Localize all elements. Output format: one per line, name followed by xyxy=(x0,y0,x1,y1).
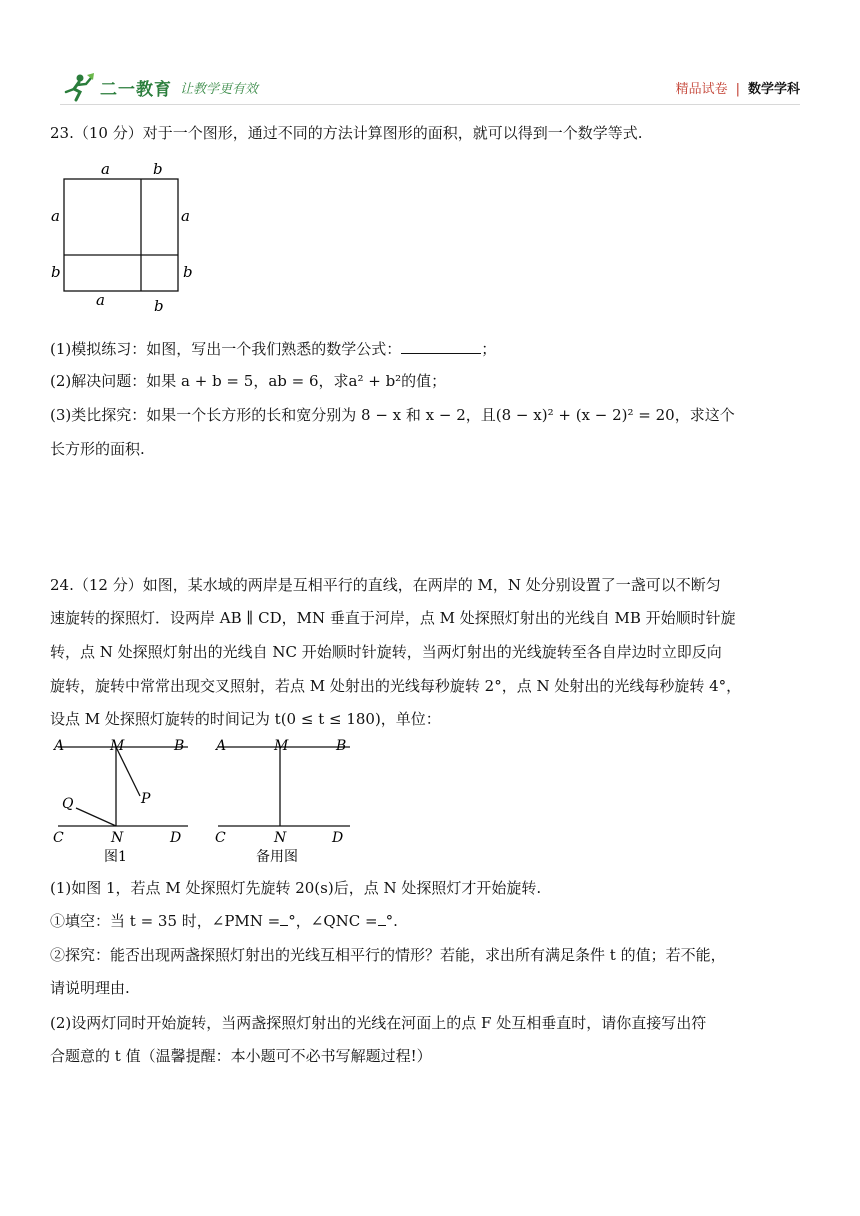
page-header xyxy=(60,70,800,104)
label-left-a: a xyxy=(51,207,60,225)
header-subject xyxy=(676,78,800,97)
q24-part1: (1)如图 1，若点 M 处探照灯先旋转 20(s)后，点 N 处探照灯才开始旋转. xyxy=(50,879,542,897)
q24-part1a-pre: ①填空：当 t = 35 时，∠PMN = xyxy=(50,912,281,930)
label-top-a: a xyxy=(101,160,110,178)
logo-brand: 二一教育 xyxy=(100,79,172,100)
logo-slogan: 让教学更有效 xyxy=(180,81,259,97)
fig2-label-M: M xyxy=(274,738,289,754)
angle-qnc-blank xyxy=(378,913,386,926)
fig1-label-Q: Q xyxy=(62,796,74,812)
q24-part2-line1: (2)设两灯同时开始旋转，当两盏探照灯射出的光线在河面上的点 F 处互相垂直时，请你直接写出符 xyxy=(50,1014,707,1032)
fig2-label-A: A xyxy=(216,738,227,754)
fig1-label-N: N xyxy=(111,830,124,846)
q24-line2: 速旋转的探照灯．设两岸 AB ∥ CD，MN 垂直于河岸，点 M 处探照灯射出的光线自 MB 开始顺时针旋 xyxy=(50,609,736,627)
q24-part2-line2: 合题意的 t 值（温馨提醒：本小题可不必书写解题过程!） xyxy=(50,1047,432,1065)
q23-part3-line2: 长方形的面积. xyxy=(50,440,145,458)
header-subject-label: 数学学科 xyxy=(747,82,800,97)
header-divider xyxy=(60,104,800,105)
q24-figure-1 xyxy=(48,736,198,868)
fig1-label-A: A xyxy=(54,738,65,754)
label-right-a: a xyxy=(181,207,190,225)
fig1-label-C: C xyxy=(53,830,64,846)
q24-line5: 设点 M 处探照灯旋转的时间记为 t(0 ≤ t ≤ 180)，单位： xyxy=(50,710,441,728)
label-bottom-b: b xyxy=(154,297,164,315)
fig2-label-C: C xyxy=(215,830,226,846)
label-left-b: b xyxy=(51,263,61,281)
fig1-label-D: D xyxy=(170,830,182,846)
q23-part1 xyxy=(50,338,810,360)
runner-logo-icon xyxy=(60,72,96,102)
q23-part2: (2)解决问题：如果 a + b = 5，ab = 6，求a² + b²的值； xyxy=(50,372,447,390)
label-bottom-a: a xyxy=(96,291,105,309)
q23-square-figure xyxy=(48,155,198,315)
fig1-label-P: P xyxy=(141,791,151,807)
label-top-b: b xyxy=(153,160,163,178)
header-separator: | xyxy=(735,82,740,97)
q24-part1a-mid: °，∠QNC = xyxy=(288,912,378,930)
header-exam-label: 精品试卷 xyxy=(675,82,728,97)
logo xyxy=(60,70,258,104)
q24-figure-backup xyxy=(210,736,360,868)
q24-line3: 转，点 N 处探照灯射出的光线自 NC 开始顺时针旋转，当两灯射出的光线旋转至各自岸边时立即反向 xyxy=(50,643,722,661)
q23-part1-end: ； xyxy=(481,340,497,358)
q24-line4: 旋转，旋转中常常出现交叉照射，若点 M 处射出的光线每秒旋转 2°，点 N 处射出的光线每秒旋转 4°， xyxy=(50,677,742,695)
fig2-label-N: N xyxy=(274,830,287,846)
q24-part1a-end: °. xyxy=(385,912,398,930)
q24-line1: 24.（12 分）如图，某水域的两岸是互相平行的直线，在两岸的 M，N 处分别设置了一盏可以不断匀 xyxy=(50,576,721,594)
fig1-caption: 图1 xyxy=(104,849,127,865)
fig2-label-D: D xyxy=(332,830,344,846)
q23-part3-line1: (3)类比探究：如果一个长方形的长和宽分别为 8 − x 和 x − 2，且(8 − x)² + (x − 2)² = 20，求这个 xyxy=(50,406,735,424)
fig1-label-M: M xyxy=(110,738,125,754)
fig1-label-B: B xyxy=(174,738,185,754)
q24-part1b-line2: 请说明理由. xyxy=(50,979,130,997)
fig2-caption: 备用图 xyxy=(256,849,298,865)
q24-part1b-line1: ②探究：能否出现两盏探照灯射出的光线互相平行的情形？若能，求出所有满足条件 t 的值；若不能， xyxy=(50,946,726,964)
q24-part1a xyxy=(50,910,810,932)
q23-title: 23.（10 分）对于一个图形，通过不同的方法计算图形的面积，就可以得到一个数学等式. xyxy=(50,124,643,142)
q23-part1-text: (1)模拟练习：如图，写出一个我们熟悉的数学公式： xyxy=(50,340,402,358)
fig2-label-B: B xyxy=(336,738,347,754)
label-right-b: b xyxy=(183,263,193,281)
answer-blank xyxy=(401,339,481,354)
